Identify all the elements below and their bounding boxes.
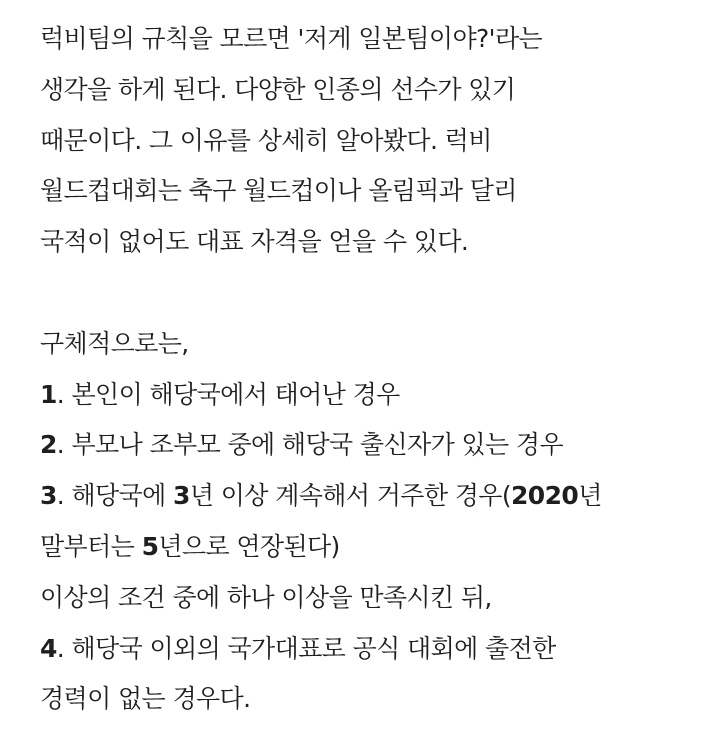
condition-item-3	[40, 471, 696, 522]
bridge-sentence: 이상의 조건 중에 하나 이상을 만족시킨 뒤,	[40, 582, 492, 612]
condition-text: . 해당국 이외의 국가대표로 공식 대회에 출전한	[56, 633, 556, 663]
condition-number: 4	[40, 633, 57, 663]
text-line: 월드컵대회는 축구 월드컵이나 올림픽과 달리	[40, 176, 517, 206]
intro-paragraph	[40, 14, 696, 268]
condition-item-2	[40, 420, 696, 471]
condition-text: . 해당국에	[56, 481, 174, 511]
condition-number: 2	[40, 430, 57, 460]
condition-item-4	[40, 624, 696, 675]
conditions-intro: 구체적으로는,	[40, 328, 189, 358]
condition-text: 년	[578, 481, 602, 511]
text-line: 럭비팀의 규칙을 모르면 '저게 일본팀이야?'라는	[40, 24, 543, 53]
condition-number: 3	[40, 481, 57, 511]
text-line: 국적이 없어도 대표 자격을 얻을 수 있다.	[40, 227, 469, 257]
condition-text: . 부모나 조부모 중에 해당국 출신자가 있는 경우	[56, 430, 564, 460]
paragraph-spacer	[40, 268, 696, 319]
text-line: 생각을 하게 된다. 다양한 인종의 선수가 있기	[40, 74, 516, 104]
year-number: 2020	[511, 481, 579, 511]
condition-item-4-continued: 경력이 없는 경우다.	[40, 684, 251, 714]
years-number: 3	[173, 481, 190, 511]
text-line: 때문이다. 그 이유를 상세히 알아봤다. 럭비	[40, 125, 492, 155]
condition-item-1	[40, 370, 696, 421]
condition-number: 1	[40, 379, 57, 409]
condition-item-3-continued	[40, 522, 696, 573]
condition-text: 말부터는	[40, 531, 142, 561]
condition-text: 년으로 연장된다)	[158, 531, 340, 561]
years-number: 5	[141, 531, 159, 561]
condition-text: 년 이상 계속해서 거주한 경우(	[189, 481, 511, 511]
condition-text: . 본인이 해당국에서 태어난 경우	[56, 379, 400, 409]
